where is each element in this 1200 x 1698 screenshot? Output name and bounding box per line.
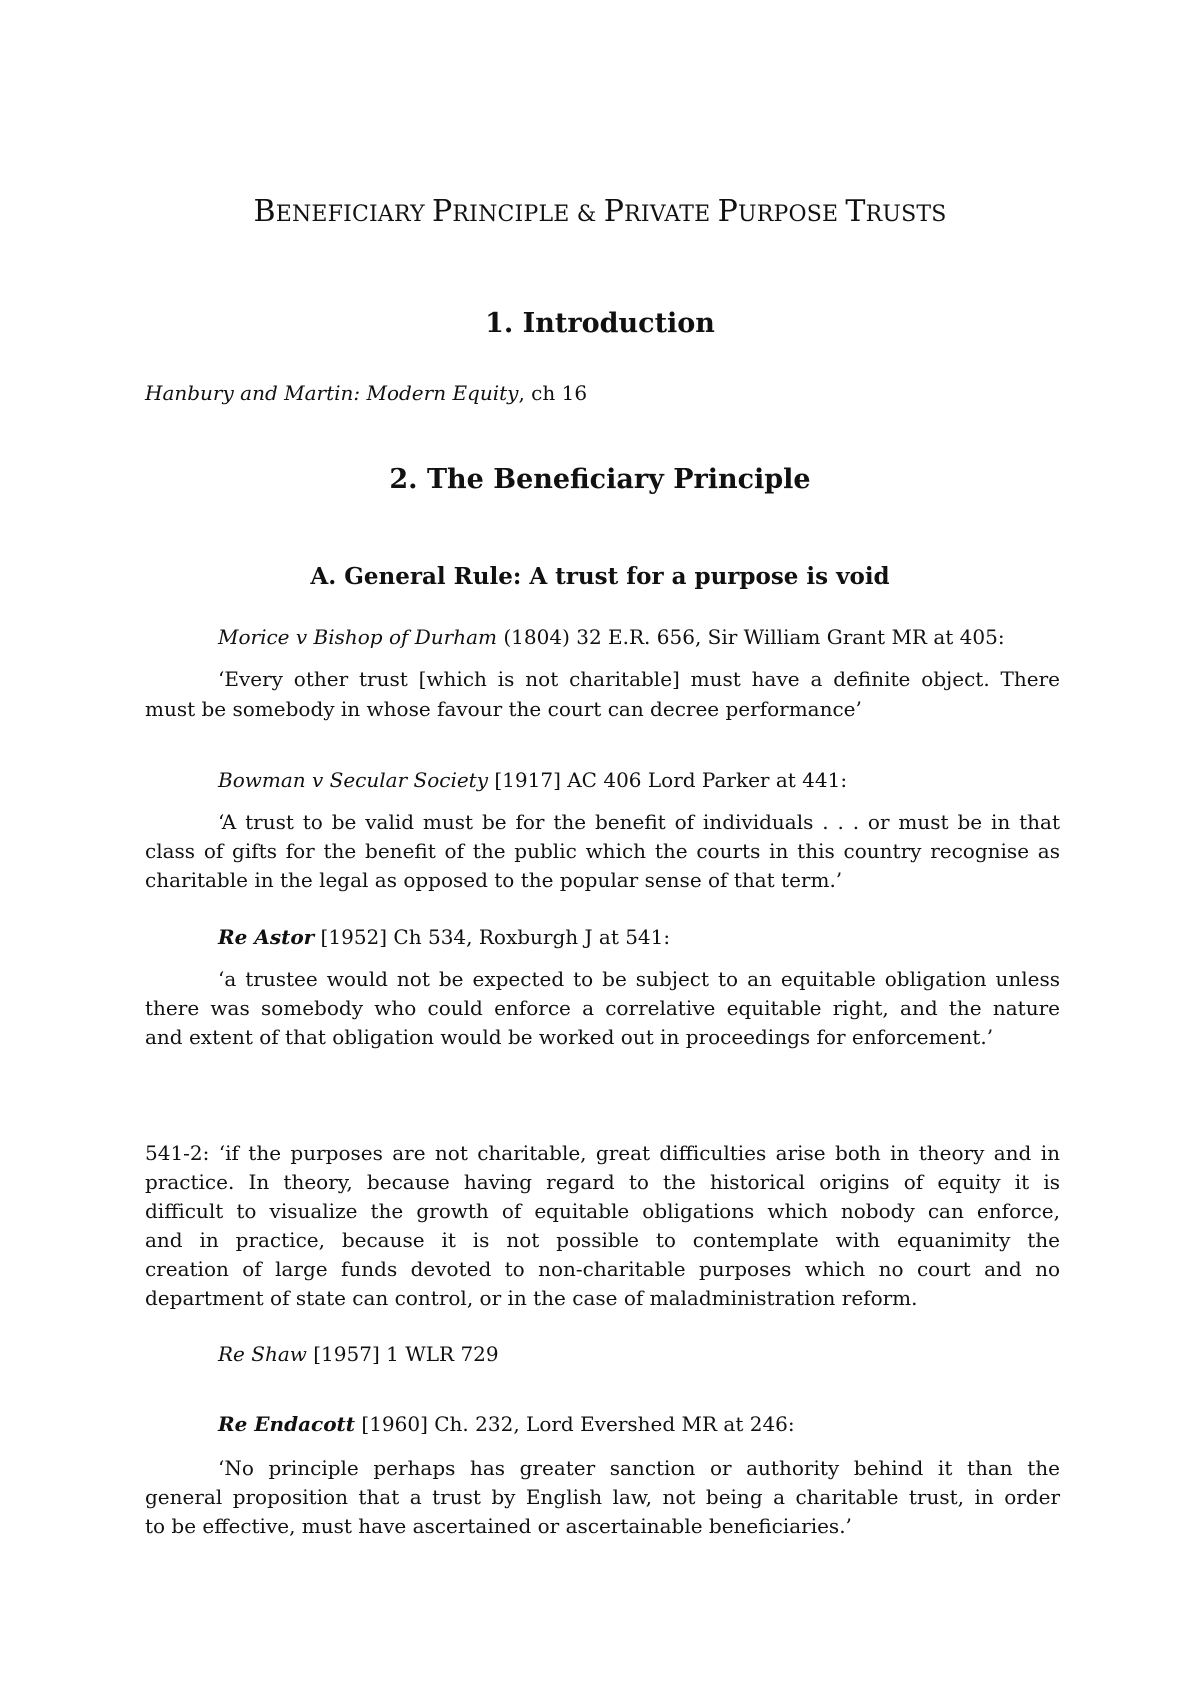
case-citation-bowman: Bowman v Secular Society [1917] AC 406 Lord Parker at 441:	[218, 768, 848, 792]
reference-line: Hanbury and Martin: Modern Equity, ch 16	[145, 381, 588, 405]
paragraph-astor-2-line-2: practice. In theory, because having regard to the historical origins of equity it is	[145, 1170, 1060, 1194]
case-citation-astor: Re Astor [1952] Ch 534, Roxburgh J at 541:	[218, 925, 671, 949]
quote-morice-line-1: ‘Every other trust [which is not charitable] must have a definite object. There	[218, 667, 1060, 691]
case-citation-endacott: Re Endacott [1960] Ch. 232, Lord Evershed MR at 246:	[218, 1412, 795, 1436]
section-heading-introduction: 1. Introduction	[485, 308, 715, 339]
quote-astor-line-2: there was somebody who could enforce a correlative equitable right, and the nature	[145, 996, 1060, 1020]
quote-endacott-line-3: to be effective, must have ascertained or ascertainable beneficiaries.’	[145, 1514, 852, 1538]
paragraph-astor-2-line-5: creation of large funds devoted to non-charitable purposes which no court and no	[145, 1257, 1060, 1281]
paragraph-astor-2-line-4: and in practice, because it is not possible to contemplate with equanimity the	[145, 1228, 1060, 1252]
document-title: BENEFICIARY PRINCIPLE & PRIVATE PURPOSE TRUSTS	[253, 194, 947, 229]
quote-morice-line-2: must be somebody in whose favour the court can decree performance’	[145, 697, 862, 721]
quote-endacott-line-2: general proposition that a trust by English law, not being a charitable trust, in order	[145, 1485, 1060, 1509]
quote-endacott-line-1: ‘No principle perhaps has greater sanction or authority behind it than the	[218, 1456, 1060, 1480]
section-heading-beneficiary-principle: 2. The Beneficiary Principle	[389, 464, 811, 495]
paragraph-astor-2-line-3: difficult to visualize the growth of equitable obligations which nobody can enforce,	[145, 1199, 1060, 1223]
reference-title: Hanbury and Martin: Modern Equity	[145, 381, 519, 405]
paragraph-astor-2-line-1: 541-2: ‘if the purposes are not charitable, great difficulties arise both in theory and in	[145, 1141, 1060, 1165]
quote-bowman-line-3: charitable in the legal as opposed to the popular sense of that term.’	[145, 868, 843, 892]
quote-astor-line-1: ‘a trustee would not be expected to be subject to an equitable obligation unless	[218, 967, 1060, 991]
case-citation-shaw: Re Shaw [1957] 1 WLR 729	[218, 1342, 499, 1366]
quote-bowman-line-2: class of gifts for the benefit of the public which the courts in this country recognise as	[145, 839, 1060, 863]
subsection-heading-general-rule: A. General Rule: A trust for a purpose is void	[310, 563, 890, 590]
paragraph-astor-2-line-6: department of state can control, or in the case of maladministration reform.	[145, 1286, 918, 1310]
quote-astor-line-3: and extent of that obligation would be worked out in proceedings for enforcement.’	[145, 1025, 994, 1049]
quote-bowman-line-1: ‘A trust to be valid must be for the benefit of individuals . . . or must be in that	[218, 810, 1060, 834]
case-citation-morice: Morice v Bishop of Durham (1804) 32 E.R. 656, Sir William Grant MR at 405:	[218, 625, 1005, 649]
